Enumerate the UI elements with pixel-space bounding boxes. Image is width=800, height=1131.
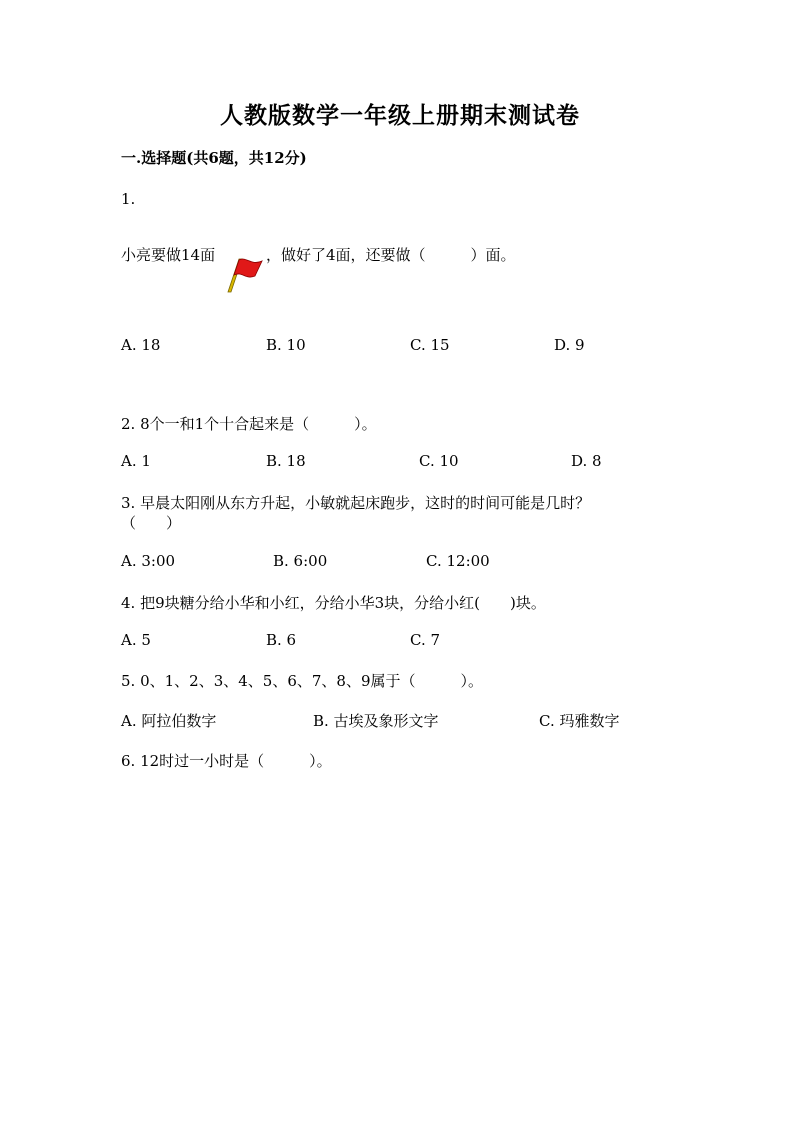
q2-option-a: A. 1: [121, 452, 151, 470]
q3-option-c: C. 12:00: [426, 552, 490, 570]
q1-text-before: 小亮要做14面: [121, 246, 216, 264]
q1-option-c: C. 15: [410, 336, 450, 354]
red-flag-icon: [224, 254, 266, 296]
q1-option-a: A. 18: [121, 336, 161, 354]
q2-option-c: C. 10: [419, 452, 459, 470]
q2-text: 2. 8个一和1个十合起来是（ ）。: [121, 415, 377, 433]
q2-option-d: D. 8: [571, 452, 602, 470]
q1-option-b: B. 10: [266, 336, 306, 354]
q4-option-c: C. 7: [410, 631, 441, 649]
q4-option-a: A. 5: [121, 631, 151, 649]
q4-option-b: B. 6: [266, 631, 297, 649]
q3-text: 3. 早晨太阳刚从东方升起，小敏就起床跑步，这时的时间可能是几时？: [121, 494, 591, 512]
q3-option-a: A. 3:00: [121, 552, 176, 570]
q5-text: 5. 0、1、2、3、4、5、6、7、8、9属于（ ）。: [121, 672, 484, 690]
q3-option-b: B. 6:00: [273, 552, 328, 570]
q1-option-d: D. 9: [554, 336, 585, 354]
q2-option-b: B. 18: [266, 452, 306, 470]
page-title: 人教版数学一年级上册期末测试卷: [220, 102, 580, 129]
q4-text: 4. 把9块糖分给小华和小红，分给小华3块，分给小红( )块。: [121, 594, 546, 612]
q3-text-line2: （ ）: [121, 514, 182, 532]
q1-number: 1.: [121, 190, 136, 208]
q1-text-after: ，做好了4面，还要做（ ）面。: [266, 246, 516, 264]
section-heading: 一.选择题(共6题，共12分): [121, 149, 307, 167]
q6-text: 6. 12时过一小时是（ ）。: [121, 752, 332, 770]
q5-option-b: B. 古埃及象形文字: [313, 712, 439, 730]
q5-option-c: C. 玛雅数字: [539, 712, 620, 730]
q5-option-a: A. 阿拉伯数字: [121, 712, 217, 730]
